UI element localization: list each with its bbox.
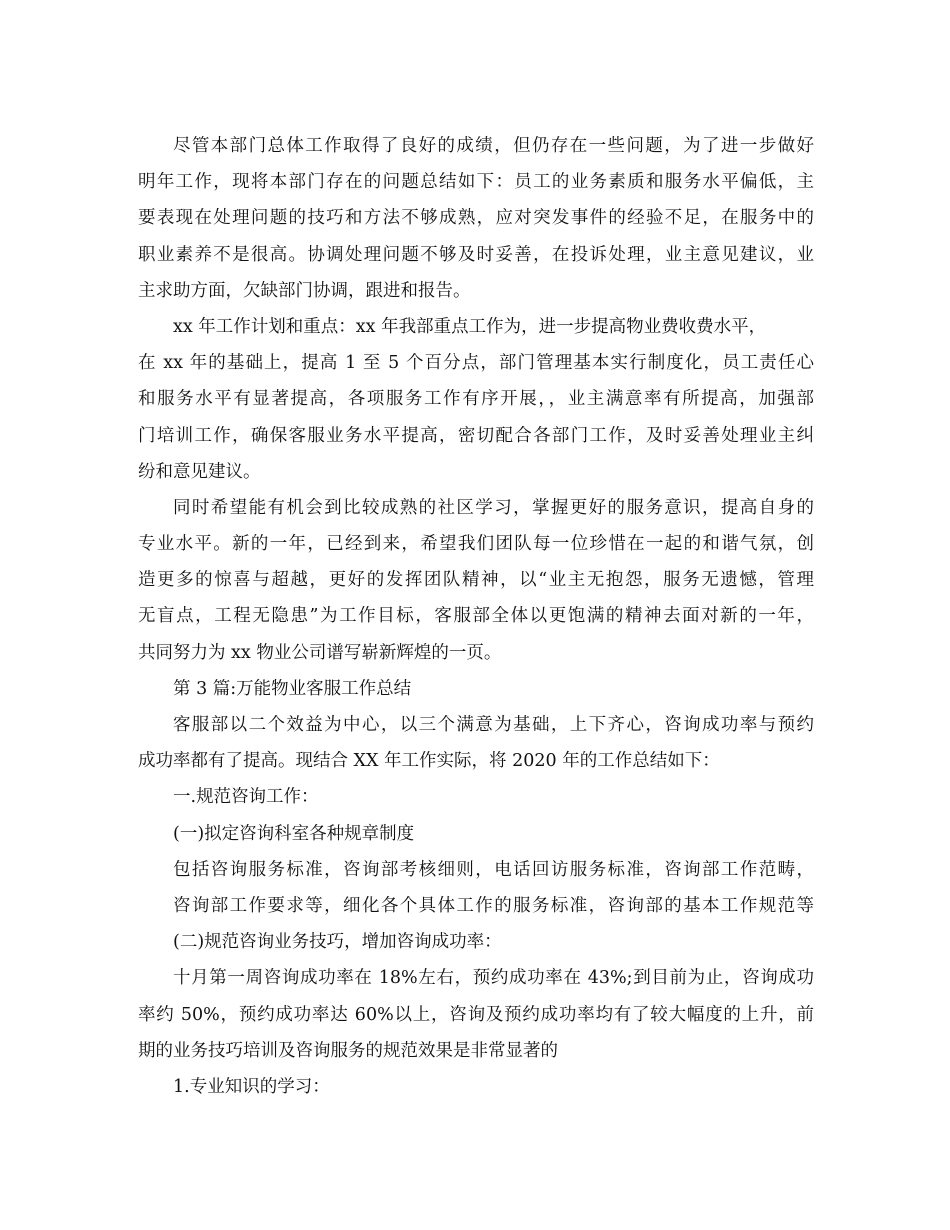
text-line: 客服部以二个效益为中心，以三个满意为基础，上下齐心，咨询成功率与预约: [173, 715, 814, 735]
text-line: 十月第一周咨询成功率在 18%左右，预约成功率在 43%;到目前为止，咨询成功: [173, 968, 814, 989]
text-line: 无盲点，工程无隐患”为工作目标，客服部全体以更饱满的精神去面对新的一年，: [138, 606, 814, 627]
document-body: [138, 128, 814, 1105]
text-line: 要表现在处理问题的技巧和方法不够成熟，应对突发事件的经验不足，在服务中的: [138, 208, 814, 229]
text-line: 第 3 篇:万能物业客服工作总结: [173, 678, 412, 699]
text-line: 纷和意见建议。: [138, 461, 261, 482]
text-line: 明年工作，现将本部门存在的问题总结如下：员工的业务素质和服务水平偏低，主: [138, 172, 814, 193]
text-line: 共同努力为 xx 物业公司谱写崭新辉煌的一页。: [138, 642, 502, 663]
text-line: 主求助方面，欠缺部门协调，跟进和报告。: [138, 280, 471, 301]
text-line: 在 xx 年的基础上，提高 1 至 5 个百分点，部门管理基本实行制度化，员工责任心: [138, 353, 814, 374]
text-line: 期的业务技巧培训及咨询服务的规范效果是非常显著的: [138, 1040, 558, 1061]
text-line: 门培训工作，确保客服业务水平提高，密切配合各部门工作，及时妥善处理业主纠: [138, 425, 814, 446]
text-line: 咨询部工作要求等，细化各个具体工作的服务标准，咨询部的基本工作规范等: [173, 895, 814, 916]
text-line: 和服务水平有显著提高，各项服务工作有序开展，，业主满意率有所提高，加强部: [138, 389, 814, 410]
text-line: 成功率都有了提高。现结合 XX 年工作实际，将 2020 年的工作总结如下：: [138, 751, 720, 772]
text-line: 尽管本部门总体工作取得了良好的成绩，但仍存在一些问题，为了进一步做好: [173, 136, 814, 156]
text-line: 专业水平。新的一年，已经到来，希望我们团队每一位珍惜在一起的和谐气氛，创: [138, 534, 814, 555]
text-line: xx 年工作计划和重点：xx 年我部重点工作为，进一步提高物业费收费水平，: [173, 316, 767, 337]
text-line: 1.专业知识的学习：: [173, 1076, 330, 1097]
text-line: 一.规范咨询工作：: [173, 787, 319, 808]
text-line: (二)规范咨询业务技巧，增加咨询成功率：: [173, 932, 502, 953]
text-line: 同时希望能有机会到比较成熟的社区学习，掌握更好的服务意识，提高自身的: [173, 497, 814, 518]
text-line: 包括咨询服务标准，咨询部考核细则，电话回访服务标准，咨询部工作范畴，: [173, 859, 814, 880]
text-line: 率约 50%，预约成功率达 60%以上，咨询及预约成功率均有了较大幅度的上升，前: [138, 1004, 814, 1025]
text-line: (一)拟定咨询科室各种规章制度: [173, 823, 415, 844]
text-line: 职业素养不是很高。协调处理问题不够及时妥善，在投诉处理，业主意见建议，业: [138, 244, 814, 265]
text-line: 造更多的惊喜与超越，更好的发挥团队精神，以“业主无抱怨，服务无遗憾，管理: [138, 570, 814, 591]
